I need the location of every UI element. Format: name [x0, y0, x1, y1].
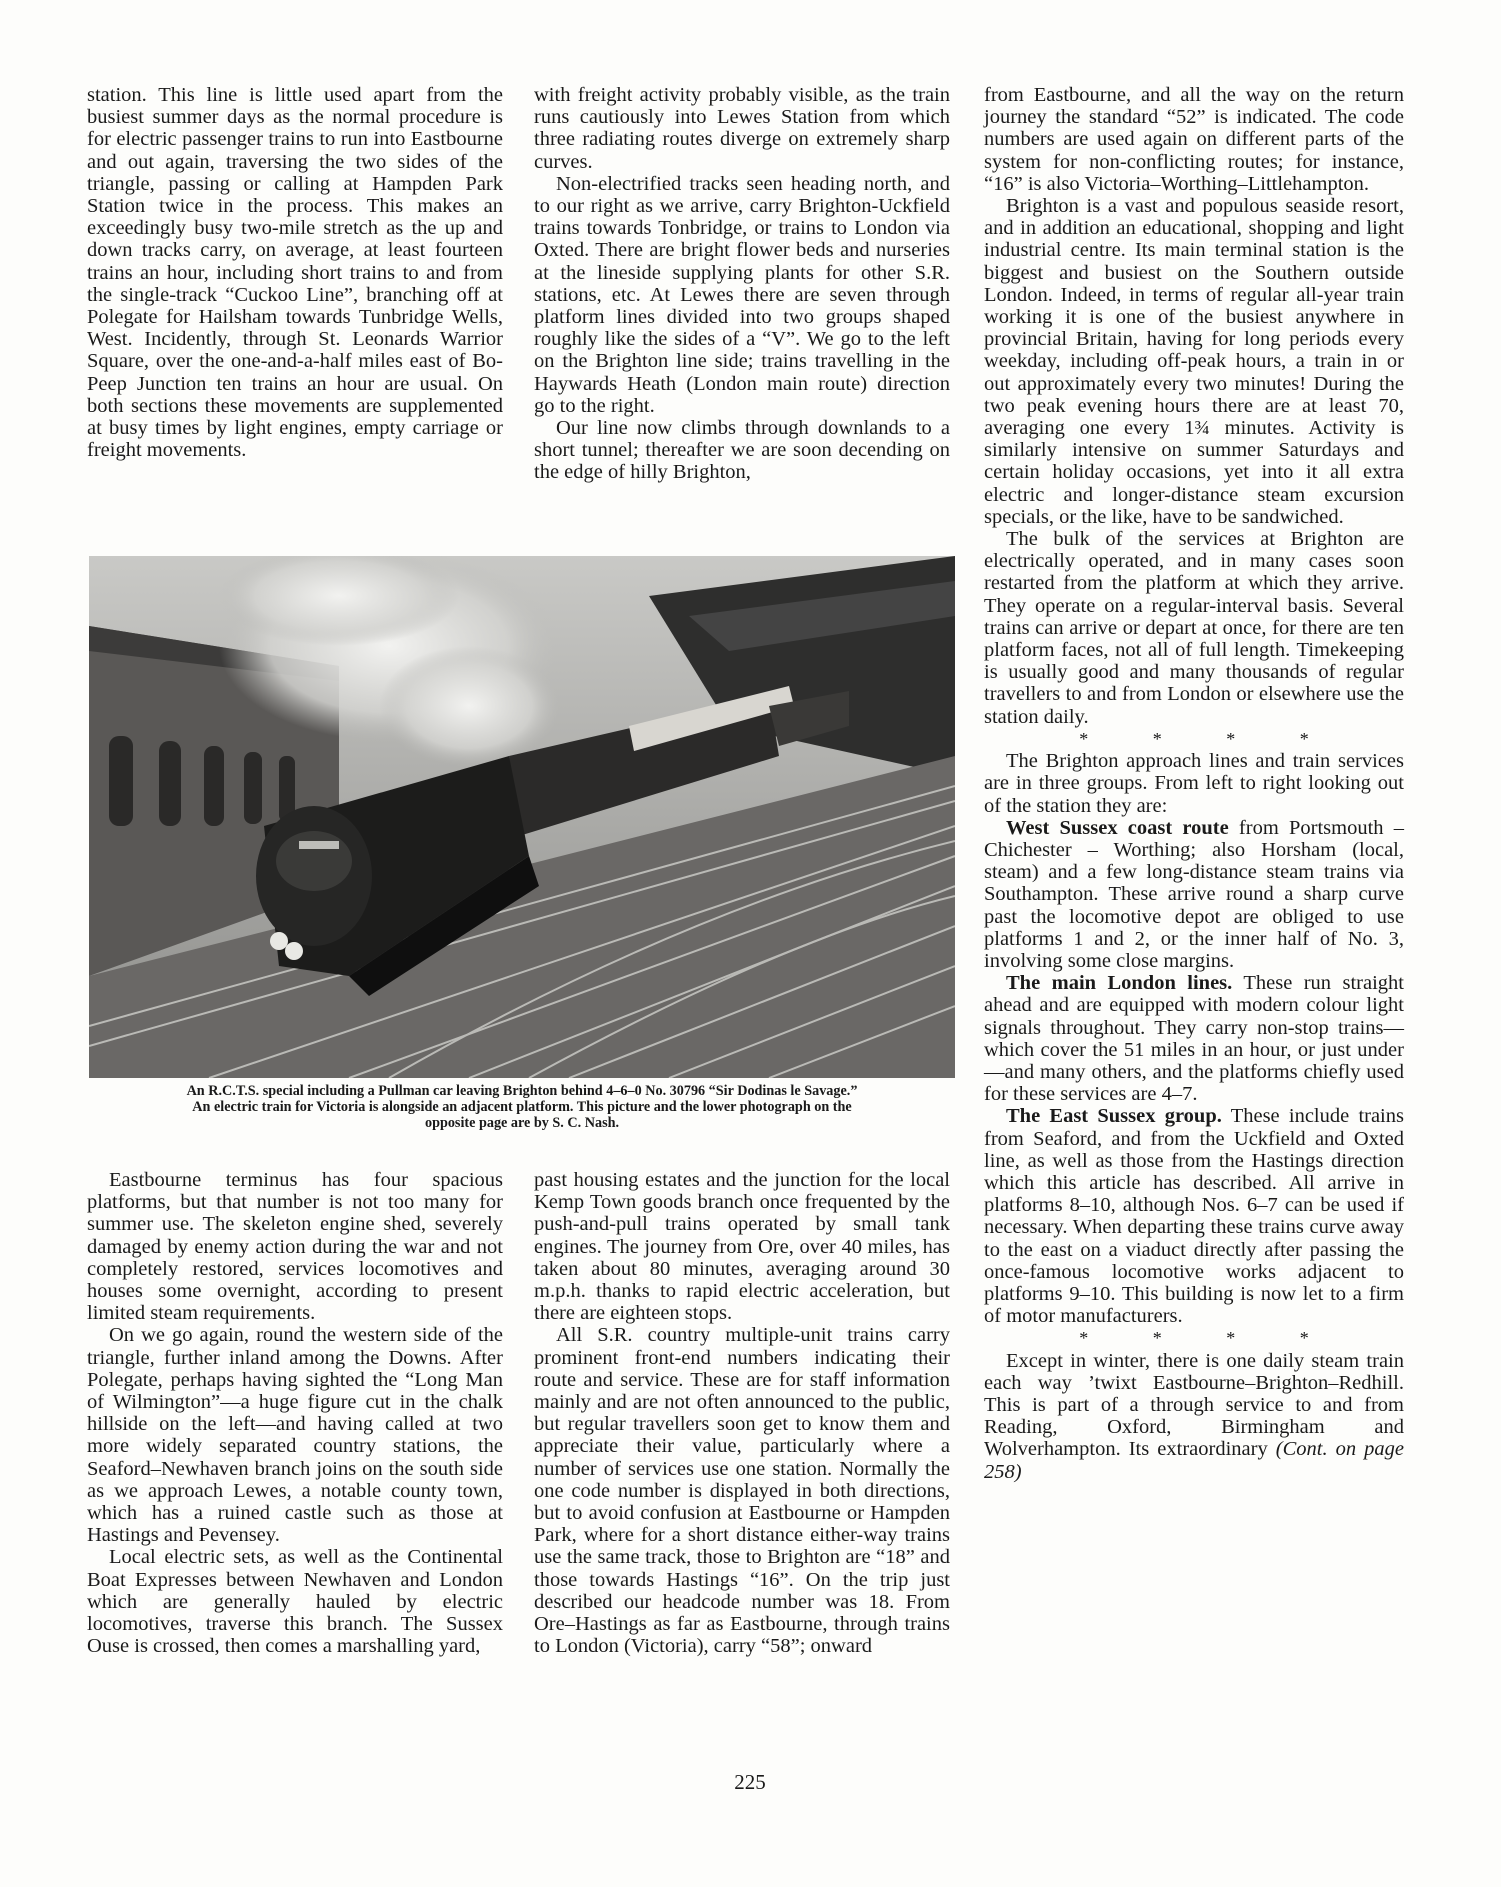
route-heading: The main London lines.: [1006, 972, 1233, 995]
route-paragraph: [984, 972, 1404, 1105]
paragraph: The bulk of the services at Brighton are electrically operated, and in many cases soon restarted from the platform at which they arrive. They operate on a regular-interval basis. Several trains can arrive or depart at once, for there are ten platform faces, not all of full length. Timekeeping is usually good and many thousands of regular travellers to and from London or elsewhere use the station daily.: [984, 528, 1404, 728]
paragraph: The Brighton approach lines and train services are in three groups. From left to right looking out of the station they are:: [984, 750, 1404, 817]
column-3: [984, 84, 1404, 1483]
route-heading: West Sussex coast route: [1006, 816, 1229, 839]
paragraph-text: Except in winter, there is one daily steam train each way ’twixt Eastbourne–Brighton–Redhill. This is part of a through service to and from Reading, Oxford, Birmingham and Wolverhampton. Its extraordinary: [984, 1349, 1404, 1461]
column-1-bottom: [87, 1169, 503, 1657]
column-2-top: [534, 84, 950, 484]
paragraph: Local electric sets, as well as the Continental Boat Expresses between Newhaven and London which are generally hauled by electric locomotives, traverse this branch. The Sussex Ouse is crossed, then comes a marshalling yard,: [87, 1546, 503, 1658]
paragraph: Eastbourne terminus has four spacious platforms, but that number is not too many for summer use. The skeleton engine shed, severely damaged by enemy action during the war and not completely restored, services locomotives and houses some overnight, according to present limited steam requirements.: [87, 1169, 503, 1325]
route-heading: The East Sussex group.: [1006, 1105, 1222, 1128]
paragraph: station. This line is little used apart from the busiest summer days as the normal procedure is for electric passenger trains to run into Eastbourne and out again, traversing the two sides of the triangle, passing or calling at Hampden Park Station twice in the process. This makes an exceedingly busy two-mile stretch as the up and down tracks carry, on average, at least fourteen trains an hour, including short trains to and from the single-track “Cuckoo Line”, branching off at Polegate for Hailsham towards Tunbridge Wells, West. Incidently, through St. Leonards Warrior Square, over the one-and-a-half miles east of Bo-Peep Junction ten trains an hour are usual. On both sections these movements are supplemented at busy times by light engines, empty carriage or freight movements.: [87, 84, 503, 462]
caption-line: An R.C.T.S. special including a Pullman car leaving Brighton behind 4–6–0 No. 30796 “Sir Dodinas le Savage.”: [186, 1083, 858, 1099]
paragraph: Brighton is a vast and populous seaside resort, and in addition an educational, shopping and light industrial centre. Its main terminal station is the biggest and busiest on the Southern outside London. Indeed, in terms of regular all-year train working it is one of the busiest anywhere in provincial Britain, having for long periods every weekday, including off-peak hours, a train in or out approximately every two minutes! During the two peak evening hours there are at least 70, averaging one every 1¾ minutes. Activity is similarly intensive on summer Saturdays and certain holiday occasions, yet into it all extra electric and longer-distance steam excursion specials, or the like, have to be sandwiched.: [984, 195, 1404, 528]
caption-line: An electric train for Victoria is alongside an adjacent platform. This picture and the lower photograph on the: [192, 1099, 852, 1115]
route-text: These run straight ahead and are equipped with modern colour light signals throughout. They carry non-stop trains—which cover the 51 miles in an hour, or just under—and many others, and the platforms chiefly used for these services are 4–7.: [984, 972, 1404, 1106]
photograph-train-leaving-brighton: [89, 556, 955, 1078]
route-paragraph: [984, 1105, 1404, 1327]
route-text: These include trains from Seaford, and from the Uckfield and Oxted line, as well as those from the Hastings direction which this article has described. All arrive in platforms 8–10, although Nos. 6–7 can be used if necessary. When departing these trains curve away to the east on a viaduct directly after passing the once-famous locomotive works adjacent to platforms 9–10. This building is now let to a firm of motor manufacturers.: [984, 1105, 1404, 1328]
column-2-bottom: [534, 1169, 950, 1657]
paragraph: [984, 1350, 1404, 1483]
section-break: * * * *: [1079, 728, 1339, 749]
photo-caption: [86, 1083, 958, 1131]
paragraph: past housing estates and the junction for the local Kemp Town goods branch once frequented by the push-and-pull trains operated by small tank engines. The journey from Ore, over 40 miles, has taken about 80 minutes, averaging around 30 m.p.h. thanks to rapid electric acceleration, but there are eighteen stops.: [534, 1169, 950, 1325]
caption-line: opposite page are by S. C. Nash.: [424, 1115, 620, 1131]
page-number: 225: [734, 1770, 766, 1794]
section-break: * * * *: [1079, 1328, 1339, 1349]
paragraph: Our line now climbs through downlands to a short tunnel; thereafter we are soon decending on the edge of hilly Brighton,: [534, 417, 950, 484]
paragraph: with freight activity probably visible, as the train runs cautiously into Lewes Station from which three radiating routes diverge on extremely sharp curves.: [534, 84, 950, 173]
paragraph: from Eastbourne, and all the way on the return journey the standard “52” is indicated. The code numbers are used again on different parts of the system for non-conflicting routes; for instance, “16” is also Victoria–Worthing–Littlehampton.: [984, 84, 1404, 195]
column-1-top: [87, 84, 503, 461]
paragraph: On we go again, round the western side of the triangle, further inland among the Downs. After Polegate, perhaps having sighted the “Long Man of Wilmington”—a huge figure cut in the chalk hillside on the left—and having called at two more widely separated country stations, the Seaford–Newhaven branch joins on the south side as we approach Lewes, a notable county town, which has a ruined castle such as those at Hastings and Pevensey.: [87, 1324, 503, 1547]
route-paragraph: [984, 817, 1404, 972]
continued-note: (Cont. on page 258): [984, 1438, 1405, 1483]
paragraph: Non-electrified tracks seen heading north, and to our right as we arrive, carry Brighton-Uckfield trains towards Tonbridge, or trains to London via Oxted. There are bright flower beds and nurseries at the lineside supplying plants for other S.R. stations, etc. At Lewes there are seven through platform lines divided into two groups shaped roughly like the sides of a “V”. We go to the left on the Brighton line side; trains travelling in the Haywards Heath (London main route) direction go to the right.: [534, 172, 950, 417]
paragraph: All S.R. country multiple-unit trains carry prominent front-end numbers indicating their route and service. These are for staff information mainly and are not often announced to the public, but regular travellers soon get to know them and appreciate their value, particularly where a number of services use one station. Normally the one code number is displayed in both directions, but to avoid confusion at Eastbourne or Hampden Park, where for a short distance either-way trains use the same track, those to Brighton are “18” and those towards Hastings “16”. On the trip just described our headcode number was 18. From Ore–Hastings as far as Eastbourne, through trains to London (Victoria), carry “58”; onward: [534, 1324, 950, 1658]
route-text: from Portsmouth – Chichester – Worthing; also Horsham (local, steam) and a few long-distance steam trains via Southampton. These arrive round a sharp curve past the locomotive depot are obliged to use platforms 1 and 2, or the inner half of No. 3, involving some close margins.: [984, 816, 1404, 972]
